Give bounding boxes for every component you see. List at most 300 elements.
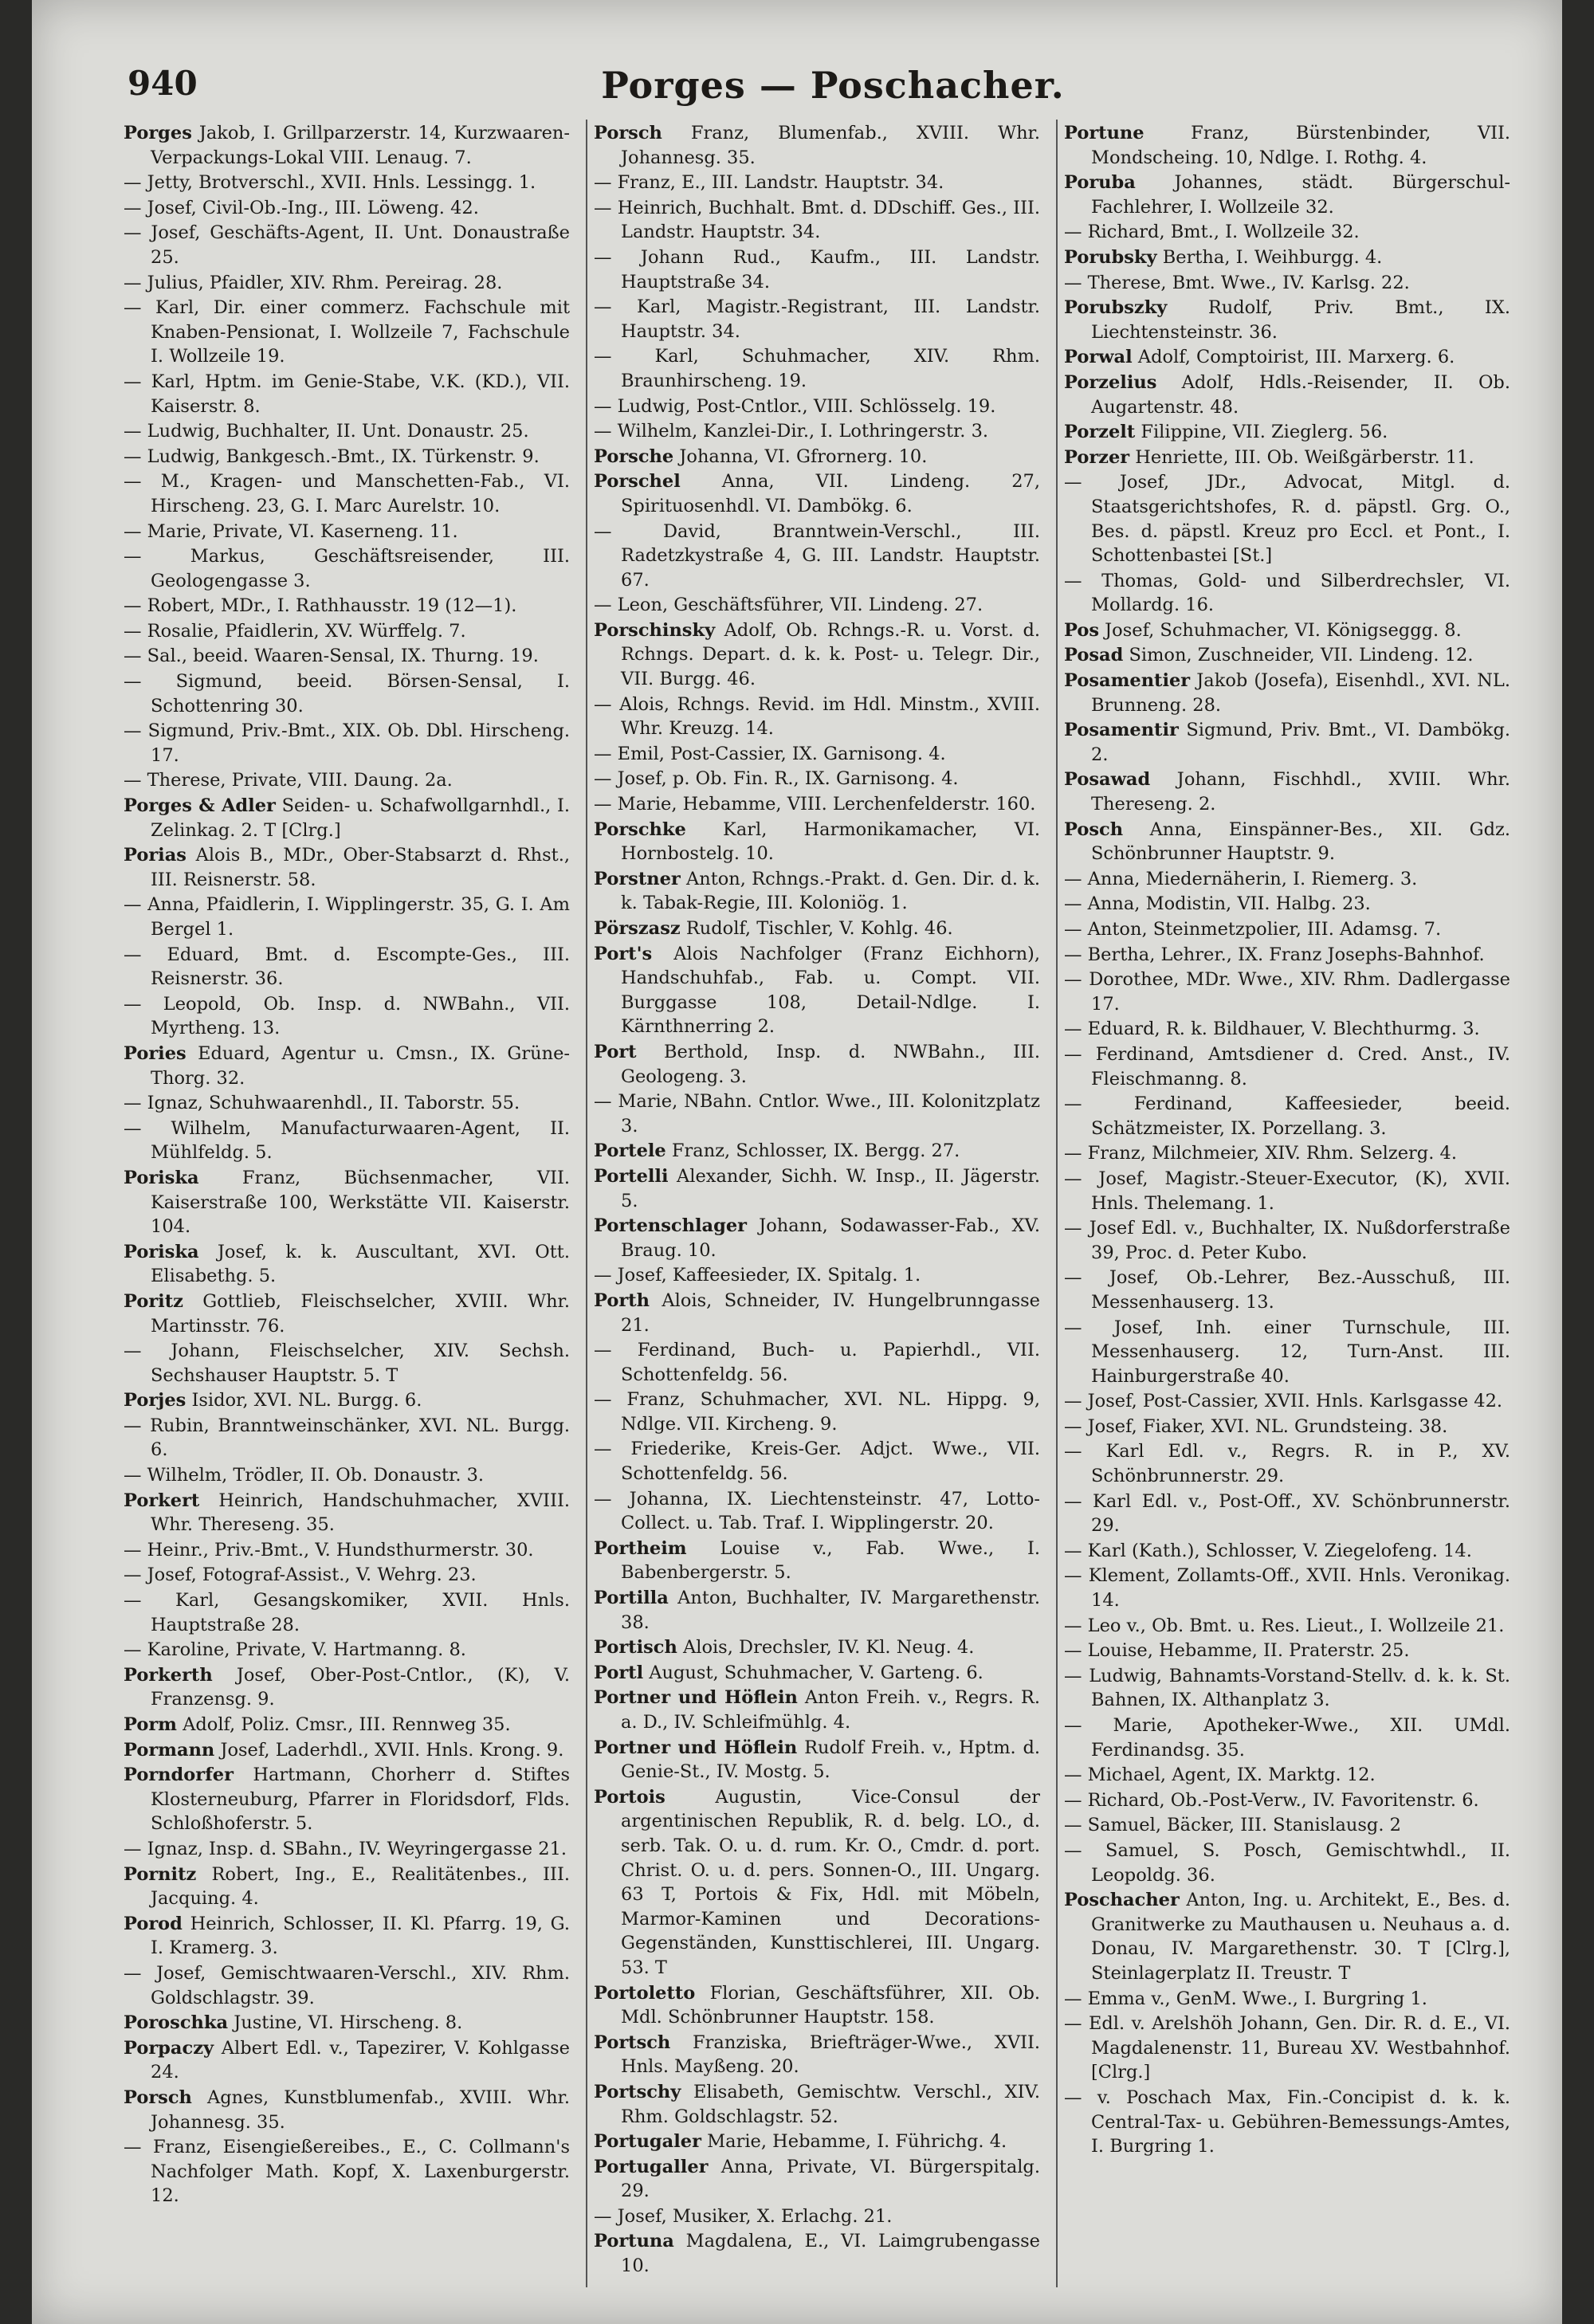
entry-details: — Rubin, Branntweinschänker, XVI. NL. Burgg. 6. [124, 1415, 570, 1461]
entry-details: — Anna, Modistin, VII. Halbg. 23. [1064, 893, 1371, 915]
entry-details: Karl, Harmonikamacher, VI. Hornbostelg. 10. [621, 819, 1040, 865]
entry-details: — Heinr., Priv.-Bmt., V. Hundsthurmerstr. 30. [124, 1539, 534, 1560]
directory-entry [1064, 968, 1510, 1016]
entry-details: Johanna, VI. Gfrornerg. 10. [679, 446, 928, 467]
directory-entry [594, 818, 1040, 866]
directory-entry [594, 2130, 1040, 2154]
directory-entry [1064, 867, 1510, 892]
entry-details: — Anna, Miedernäherin, I. Riemerg. 3. [1064, 868, 1418, 889]
entry-surname: Poruba [1064, 172, 1136, 194]
directory-entry [1064, 1415, 1510, 1439]
directory-entry [124, 943, 570, 991]
directory-entry [124, 2036, 570, 2085]
entry-surname: Portuna [594, 2231, 674, 2252]
entry-details: Johann, Fischhdl., XVIII. Whr. Thereseng. 2. [1091, 769, 1510, 815]
directory-entry [594, 867, 1040, 916]
directory-entry [124, 196, 570, 221]
entry-details: Jakob, I. Grillparzerstr. 14, Kurzwaaren-Verpackungs-Lokal VIII. Lenaug. 7. [151, 123, 570, 168]
entry-details: — Karl Edl. v., Post-Off., XV. Schönbrunnerstr. 29. [1064, 1490, 1510, 1537]
entry-surname: Pormann [124, 1739, 215, 1761]
entry-details: — Marie, Apotheker-Wwe., XII. UMdl. Ferdinandsg. 35. [1064, 1715, 1510, 1761]
entry-details: — Josef, Geschäfts-Agent, II. Unt. Donaustraße 25. [124, 222, 570, 268]
entry-details: Jakob (Josefa), Eisenhdl., XVI. NL. Brunneng. 28. [1091, 670, 1510, 716]
entry-surname: Poritz [124, 1290, 183, 1312]
entry-surname: Portugaler [594, 2131, 701, 2153]
entry-surname: Porkerth [124, 1664, 213, 1686]
entry-details: — Franz, Eisengießereibes., E., C. Collmann's Nachfolger Math. Kopf, X. Laxenburgerstr. 12. [124, 2137, 570, 2207]
directory-entry [594, 1686, 1040, 1734]
directory-entry [594, 1586, 1040, 1635]
directory-entry [1064, 1042, 1510, 1091]
entry-details: — Therese, Private, VIII. Daung. 2a. [124, 770, 453, 791]
entry-details: — Franz, Schuhmacher, XVI. NL. Hippg. 9, Ndlge. VII. Kircheng. 9. [594, 1389, 1040, 1435]
directory-entry [124, 794, 570, 842]
directory-entry [594, 792, 1040, 817]
entry-details: Alois, Schneider, IV. Hungelbrunngasse 21. [621, 1290, 1040, 1336]
directory-entry [1064, 245, 1510, 270]
directory-entry [124, 2135, 570, 2208]
entry-surname: Porsch [594, 123, 662, 143]
entry-surname: Portelli [594, 1165, 669, 1187]
directory-entry [594, 445, 1040, 469]
entry-details: — Anna, Pfaidlerin, I. Wipplingerstr. 35, G. I. Am Bergel 1. [124, 894, 570, 940]
entry-details: Louise v., Fab. Wwe., I. Babenbergerstr. 5. [621, 1537, 1040, 1584]
entry-details: — Marie, Private, VI. Kaserneng. 11. [124, 520, 458, 542]
entry-details: Alois, Drechsler, IV. Kl. Neug. 4. [683, 1637, 975, 1659]
directory-entry [1064, 569, 1510, 618]
directory-entry [124, 893, 570, 941]
directory-entry [124, 1414, 570, 1462]
directory-entry [1064, 767, 1510, 816]
directory-entry [124, 370, 570, 418]
page-title: Porges — Poschacher. [601, 64, 1065, 107]
entry-details: Rudolf Freih. v., Hptm. d. Genie-St., IV. Mostg. 5. [621, 1737, 1040, 1783]
entry-surname: Porod [124, 1913, 183, 1934]
directory-entry [124, 1863, 570, 1911]
entry-surname: Pörszasz [594, 918, 681, 939]
directory-entry [1064, 1167, 1510, 1215]
directory-entry [1064, 1141, 1510, 1166]
directory-entry [1064, 171, 1510, 219]
entry-details: Franziska, Briefträger-Wwe., XVII. Hnls. Mayßeng. 20. [621, 2032, 1040, 2078]
entry-details: — Wilhelm, Kanzlei-Dir., I. Lothringerstr. 3. [594, 421, 989, 442]
entry-surname: Poriska [124, 1241, 199, 1262]
entry-details: Albert Edl. v., Tapezirer, V. Kohlgasse 24. [151, 2037, 570, 2083]
entry-details: Magdalena, E., VI. Laimgrubengasse 10. [621, 2231, 1040, 2277]
entry-surname: Porzelt [1064, 422, 1136, 443]
entry-surname: Portner und Höflein [594, 1687, 798, 1709]
directory-entry [1064, 1017, 1510, 1042]
directory-entry [124, 619, 570, 644]
directory-entry [124, 544, 570, 593]
directory-entry [124, 1663, 570, 1712]
entry-details: Alexander, Sichh. W. Insp., II. Jägerstr. 5. [621, 1165, 1040, 1211]
entry-surname: Portune [1064, 123, 1144, 143]
directory-entry [1064, 271, 1510, 296]
directory-entry [594, 1388, 1040, 1436]
directory-entry [1064, 1389, 1510, 1414]
entry-details: — Richard, Bmt., I. Wollzeile 32. [1064, 222, 1360, 243]
entry-details: — Ferdinand, Buch- u. Papierhdl., VII. Schottenfeldg. 56. [594, 1340, 1040, 1385]
entry-details: — Ignaz, Schuhwaarenhdl., II. Taborstr. 55. [124, 1093, 520, 1114]
directory-entry [124, 296, 570, 369]
entry-surname: Portl [594, 1662, 644, 1683]
entry-details: Franz, Blumenfab., XVIII. Whr. Johannesg. 35. [621, 123, 1040, 168]
entry-details: Josef, Schuhmacher, VI. Königseggg. 8. [1105, 619, 1462, 641]
directory-entry [594, 2080, 1040, 2129]
entry-surname: Posad [1064, 645, 1124, 666]
entry-details: — Karl (Kath.), Schlosser, V. Ziegelofeng. 14. [1064, 1540, 1472, 1561]
directory-entry [124, 1563, 570, 1588]
entry-details: — Karl, Schuhmacher, XIV. Rhm. Braunhirscheng. 19. [594, 346, 1040, 391]
entry-details: — Franz, E., III. Landstr. Hauptstr. 34. [594, 172, 944, 194]
entry-surname: Porsche [594, 446, 674, 467]
directory-entry [594, 2155, 1040, 2204]
entry-surname: Porges & Adler [124, 795, 276, 817]
entry-details: — Leopold, Ob. Insp. d. NWBahn., VII. Myrtheng. 13. [124, 993, 570, 1039]
directory-entry [594, 295, 1040, 343]
directory-entry [1064, 643, 1510, 668]
directory-entry [1064, 1092, 1510, 1140]
entry-surname: Port's [594, 943, 653, 964]
entry-details: Anna, Einspänner-Bes., XII. Gdz. Schönbrunner Hauptstr. 9. [1091, 819, 1510, 865]
entry-details: Heinrich, Schlosser, II. Kl. Pfarrg. 19, G. I. Kramerg. 3. [151, 1913, 570, 1959]
entry-surname: Posamentir [1064, 720, 1179, 741]
entry-details: — Samuel, S. Posch, Gemischtwhdl., II. Leopoldg. 36. [1064, 1839, 1510, 1886]
page-header [128, 64, 1538, 112]
column-1 [124, 121, 570, 2289]
entry-details: Rudolf, Priv. Bmt., IX. Liechtensteinstr. 36. [1091, 297, 1510, 343]
directory-entry [594, 1785, 1040, 1981]
directory-entry [1064, 943, 1510, 968]
entry-details: Florian, Geschäftsführer, XII. Ob. Mdl. Schönbrunner Hauptstr. 158. [621, 1982, 1040, 2028]
entry-details: — Ferdinand, Kaffeesieder, beeid. Schätzmeister, IX. Porzellang. 3. [1064, 1093, 1510, 1139]
directory-entry [124, 1489, 570, 1537]
entry-details: — Robert, MDr., I. Rathhausstr. 19 (12—1). [124, 595, 517, 617]
entry-details: Robert, Ing., E., Realitätenbes., III. Jacquing. 4. [151, 1863, 570, 1910]
directory-entry [1064, 1439, 1510, 1488]
entry-details: — Josef, Fiaker, XVI. NL. Grundsteing. 38. [1064, 1415, 1448, 1437]
entry-details: — Michael, Agent, IX. Marktg. 12. [1064, 1765, 1376, 1786]
directory-entry [1064, 1266, 1510, 1314]
directory-entry [1064, 220, 1510, 245]
entry-details: — Josef, p. Ob. Fin. R., IX. Garnisong. 4. [594, 768, 959, 790]
directory-entry [594, 1635, 1040, 1660]
entry-surname: Porndorfer [124, 1765, 234, 1786]
directory-entry [124, 1912, 570, 1961]
entry-details: Josef, Laderhdl., XVII. Hnls. Krong. 9. [220, 1739, 564, 1761]
directory-entry [594, 1487, 1040, 1536]
entry-surname: Posch [1064, 819, 1124, 840]
entry-details: Hartmann, Chorherr d. Stiftes Klosterneuburg, Pfarrer in Floridsdorf, Flds. Schloßhoferstr. 5. [151, 1765, 570, 1835]
entry-details: — David, Branntwein-Verschl., III. Radetzkystraße 4, G. III. Landstr. Hauptstr. 67. [594, 520, 1040, 591]
directory-entry [124, 520, 570, 544]
directory-entry [124, 1290, 570, 1338]
entry-details: Alois Nachfolger (Franz Eichhorn), Handschuhfab., Fab. u. Compt. VII. Burggasse 108, Detail-Ndlge. I. Kärnthnerring 2. [621, 943, 1040, 1038]
directory-entry [594, 917, 1040, 941]
entry-surname: Poriska [124, 1167, 199, 1188]
directory-entry [124, 2011, 570, 2035]
entry-details: Anton Freih. v., Regrs. R. a. D., IV. Schleifmühlg. 4. [621, 1687, 1040, 1733]
entry-details: — Sigmund, beeid. Börsen-Sensal, I. Schottenring 30. [124, 671, 570, 716]
directory-entry [124, 1042, 570, 1090]
entry-surname: Porpaczy [124, 2037, 214, 2059]
entry-details: — Josef, JDr., Advocat, Mitgl. d. Staatsgerichtshofes, R. d. päpstl. Grg. O., Bes. d. päpstl. Kreuz pro Eccl. et Pont., I. Schottenbastei [St.] [1064, 472, 1510, 567]
entry-surname: Portenschlager [594, 1215, 747, 1237]
directory-entry [594, 742, 1040, 767]
entry-details: Berthold, Insp. d. NWBahn., III. Geologeng. 3. [621, 1041, 1040, 1087]
entry-details: — Wilhelm, Manufacturwaaren-Agent, II. Mühlfeldg. 5. [124, 1117, 570, 1164]
entry-details: Heinrich, Handschuhmacher, XVIII. Whr. Thereseng. 35. [151, 1490, 570, 1536]
entry-details: Anna, VII. Lindeng. 27, Spirituosenhdl. VI. Dambökg. 6. [621, 471, 1040, 516]
directory-entry [124, 992, 570, 1041]
directory-entry [124, 669, 570, 718]
directory-entry [594, 1040, 1040, 1089]
directory-entry [124, 594, 570, 618]
entry-details: Johann, Sodawasser-Fab., XV. Braug. 10. [621, 1215, 1040, 1261]
entry-details: — Jetty, Brotverschl., XVII. Hnls. Lessingg. 1. [124, 172, 536, 194]
entry-details: Adolf, Comptoirist, III. Marxerg. 6. [1137, 347, 1455, 368]
directory-entry [124, 1961, 570, 2010]
entry-surname: Poroschka [124, 2012, 229, 2034]
directory-entry [594, 419, 1040, 444]
directory-entry [124, 121, 570, 170]
entry-details: Filippine, VII. Zieglerg. 56. [1141, 422, 1388, 443]
directory-entry [1064, 718, 1510, 767]
entry-details: Anton, Buchhalter, IV. Margarethenstr. 38. [621, 1588, 1040, 1633]
entry-surname: Porzer [1064, 446, 1130, 468]
entry-details: — Leon, Geschäftsführer, VII. Lindeng. 27. [594, 595, 983, 616]
directory-entry [594, 1289, 1040, 1337]
directory-entry [1064, 1490, 1510, 1538]
entry-surname: Porubszky [1064, 297, 1168, 319]
entry-surname: Porubsky [1064, 246, 1157, 268]
directory-entry [1064, 1664, 1510, 1713]
entry-surname: Portoletto [594, 1982, 696, 2004]
directory-entry [1064, 1639, 1510, 1663]
entry-details: — Emil, Post-Cassier, IX. Garnisong. 4. [594, 743, 946, 764]
entry-details: — Karoline, Private, V. Hartmanng. 8. [124, 1639, 466, 1661]
entry-details: Josef, Ober-Post-Cntlor., (K), V. Franzensg. 9. [151, 1664, 570, 1710]
directory-entry [124, 1738, 570, 1763]
entry-details: Franz, Schlosser, IX. Bergg. 27. [671, 1140, 960, 1162]
entry-details: — Klement, Zollamts-Off., XVII. Hnls. Veronikag. 14. [1064, 1565, 1510, 1611]
entry-details: Franz, Bürstenbinder, VII. Mondscheing. 10, Ndlge. I. Rothg. 4. [1091, 123, 1510, 168]
entry-details: — Markus, Geschäftsreisender, III. Geologengasse 3. [124, 546, 570, 591]
entry-details: Alois B., MDr., Ober-Stabsarzt d. Rhst., III. Reisnerstr. 58. [151, 845, 570, 890]
entry-surname: Port [594, 1041, 637, 1062]
entry-details: August, Schuhmacher, V. Garteng. 6. [649, 1662, 983, 1683]
directory-entry [594, 1263, 1040, 1288]
entry-details: — Ludwig, Buchhalter, II. Unt. Donaustr. 25. [124, 421, 529, 442]
entry-details: — Josef, Musiker, X. Erlachg. 21. [594, 2205, 893, 2227]
entry-surname: Portner und Höflein [594, 1737, 798, 1758]
entry-details: — Josef, Ob.-Lehrer, Bez.-Ausschuß, III. Messenhauserg. 13. [1064, 1267, 1510, 1313]
entry-details: — Anton, Steinmetzpolier, III. Adamsg. 7. [1064, 919, 1442, 940]
directory-entry [1064, 446, 1510, 470]
entry-details: — Marie, NBahn. Cntlor. Wwe., III. Kolonitzplatz 3. [594, 1091, 1040, 1136]
directory-entry [594, 942, 1040, 1039]
entry-surname: Porzelius [1064, 371, 1157, 393]
entry-details: — Leo v., Ob. Bmt. u. Res. Lieut., I. Wollzeile 21. [1064, 1615, 1505, 1636]
entry-details: — Josef, Civil-Ob.-Ing., III. Löweng. 42. [124, 197, 479, 218]
directory-entry [1064, 1888, 1510, 1985]
entry-details: Gottlieb, Fleischselcher, XVIII. Whr. Martinsstr. 76. [151, 1290, 570, 1337]
directory-entry [594, 171, 1040, 195]
entry-surname: Portsch [594, 2032, 671, 2053]
entry-surname: Porschel [594, 471, 681, 493]
entry-details: — Karl Edl. v., Regrs. R. in P., XV. Schönbrunnerstr. 29. [1064, 1441, 1510, 1487]
entry-details: — Friederike, Kreis-Ger. Adjct. Wwe., VII. Schottenfeldg. 56. [594, 1439, 1040, 1485]
directory-entry [1064, 121, 1510, 170]
entry-details: Anna, Private, VI. Bürgerspitalg. 29. [621, 2156, 1040, 2202]
entry-details: — Edl. v. Arelshöh Johann, Gen. Dir. R. d. E., VI. Magdalenenstr. 11, Bureau XV. Westbahnhof. [Clrg.] [1064, 2013, 1510, 2083]
directory-entry [594, 1089, 1040, 1138]
entry-surname: Portugaller [594, 2156, 709, 2177]
page-number: 940 [128, 64, 198, 103]
directory-entry [594, 767, 1040, 791]
entry-details: — Ludwig, Post-Cntlor., VIII. Schlösselg. 19. [594, 395, 996, 417]
directory-entry [124, 644, 570, 669]
directory-entry [594, 593, 1040, 618]
directory-entry [594, 2031, 1040, 2079]
entry-details: — Karl, Hptm. im Genie-Stabe, V.K. (KD.), VII. Kaiserstr. 8. [124, 371, 570, 417]
directory-entry [594, 2204, 1040, 2229]
entry-details: Adolf, Ob. Rchngs.-R. u. Vorst. d. Rchngs. Depart. d. k. k. Post- u. Telegr. Dir., VII. Burgg. 46. [621, 619, 1040, 690]
directory-entry [124, 719, 570, 767]
entry-surname: Porschke [594, 819, 686, 840]
directory-entry [124, 2086, 570, 2134]
entry-surname: Portschy [594, 2081, 681, 2102]
entry-surname: Poschacher [1064, 1890, 1180, 1911]
directory-entry [124, 1117, 570, 1165]
directory-entry [124, 1463, 570, 1488]
entry-surname: Portele [594, 1140, 666, 1162]
entry-surname: Porth [594, 1290, 650, 1311]
directory-entry [594, 1164, 1040, 1213]
entry-details: — Karl, Magistr.-Registrant, III. Landstr. Hauptstr. 34. [594, 296, 1040, 342]
directory-entry [1064, 1539, 1510, 1564]
entry-details: Franz, Büchsenmacher, VII. Kaiserstraße 100, Werkstätte VII. Kaiserstr. 104. [151, 1167, 570, 1238]
entry-details: — Josef, Gemischtwaaren-Verschl., XIV. Rhm. Goldschlagstr. 39. [124, 1962, 570, 2008]
entry-details: Simon, Zuschneider, VII. Lindeng. 12. [1129, 645, 1474, 666]
entry-details: — Josef, Magistr.-Steuer-Executor, (K), XVII. Hnls. Thelemang. 1. [1064, 1168, 1510, 1214]
entry-details: — Rosalie, Pfaidlerin, XV. Würffelg. 7. [124, 620, 466, 642]
entry-details: — Josef, Inh. einer Turnschule, III. Messenhauserg. 12, Turn-Anst. III. Hainburgerstraße 40. [1064, 1317, 1510, 1387]
entry-details: Josef, k. k. Auscultant, XVI. Ott. Elisabethg. 5. [151, 1241, 570, 1287]
entry-details: — Marie, Hebamme, VIII. Lerchenfelderstr. 160. [594, 794, 1036, 815]
directory-entry [124, 1713, 570, 1737]
directory-entry [1064, 2012, 1510, 2085]
entry-details: Elisabeth, Gemischtw. Verschl., XIV. Rhm. Goldschlagstr. 52. [621, 2081, 1040, 2127]
directory-entry [124, 1638, 570, 1663]
entry-details: Isidor, XVI. NL. Burgg. 6. [191, 1390, 422, 1411]
entry-details: Rudolf, Tischler, V. Kohlg. 46. [685, 918, 953, 939]
entry-details: Augustin, Vice-Consul der argentinischen Republik, R. d. belg. LO., d. serb. Tak. O. u. d. rum. Kr. O., Cmdr. d. port. Christ. O. u. d. pers. Sonnen-O., III. Ungarg. 63 T, Portois & Fix, Hdl. mit Möbeln, Marmor-Kaminen und Decorations-Gegenständen, Kunsttischlerei, III. Ungarg. 53. T [621, 1786, 1040, 1978]
directory-entry [1064, 1614, 1510, 1639]
directory-entry [594, 1981, 1040, 2030]
entry-details: — v. Poschach Max, Fin.-Concipist d. k. k. Central-Tax- u. Gebühren-Bemessungs-Amtes, I. Burgring 1. [1064, 2086, 1510, 2157]
entry-surname: Portisch [594, 1637, 677, 1659]
directory-entry [124, 469, 570, 518]
directory-entry [124, 843, 570, 892]
directory-entry [124, 419, 570, 444]
entry-surname: Pornitz [124, 1863, 197, 1885]
directory-entry [124, 1091, 570, 1116]
entry-surname: Portheim [594, 1537, 687, 1559]
directory-entry [124, 1837, 570, 1862]
entry-details: Sigmund, Priv. Bmt., VI. Dambökg. 2. [1091, 720, 1510, 765]
directory-entry [594, 693, 1040, 741]
directory-entry [594, 1338, 1040, 1387]
directory-entry [594, 1139, 1040, 1164]
directory-entry [1064, 892, 1510, 917]
entry-surname: Portilla [594, 1588, 669, 1609]
directory-entry [1064, 1564, 1510, 1612]
directory-entry [124, 1339, 570, 1388]
entry-details: Anton, Rchngs.-Prakt. d. Gen. Dir. d. k. k. Tabak-Regie, III. Koloniög. 1. [621, 868, 1040, 914]
entry-details: — Franz, Milchmeier, XIV. Rhm. Selzerg. 4. [1064, 1143, 1457, 1164]
directory-entry [1064, 1216, 1510, 1265]
entry-surname: Porges [124, 123, 192, 143]
column-divider [1056, 120, 1058, 2287]
directory-entry [124, 768, 570, 793]
entry-surname: Posawad [1064, 769, 1151, 791]
directory-entry [124, 1388, 570, 1413]
column-2 [594, 121, 1040, 2289]
directory-entry [594, 245, 1040, 294]
directory-entry [594, 121, 1040, 170]
entry-details: Marie, Hebamme, I. Führichg. 4. [707, 2131, 1007, 2153]
directory-entry [594, 1537, 1040, 1585]
entry-details: — Ludwig, Bahnamts-Vorstand-Stellv. d. k. k. St. Bahnen, IX. Althanplatz 3. [1064, 1665, 1510, 1711]
entry-surname: Pories [124, 1042, 186, 1064]
entry-details: Eduard, Agentur u. Cmsn., IX. Grüne-Thorg. 32. [151, 1042, 570, 1089]
entry-details: Justine, VI. Hirscheng. 8. [234, 2012, 463, 2034]
directory-entry [594, 1661, 1040, 1686]
entry-details: — M., Kragen- und Manschetten-Fab., VI. Hirscheng. 23, G. I. Marc Aurelstr. 10. [124, 471, 570, 516]
entry-details: Seiden- u. Schafwollgarnhdl., I. Zelinkag. 2. T [Clrg.] [151, 795, 570, 841]
entry-details: Bertha, I. Weihburgg. 4. [1162, 246, 1383, 268]
directory-page [32, 0, 1562, 2324]
directory-entry [124, 1588, 570, 1637]
entry-details: — Karl, Gesangskomiker, XVII. Hnls. Hauptstraße 28. [124, 1590, 570, 1635]
directory-entry [594, 395, 1040, 419]
entry-surname: Pos [1064, 619, 1099, 641]
entry-details: — Eduard, Bmt. d. Escompte-Ges., III. Reisnerstr. 36. [124, 944, 570, 990]
entry-surname: Porsch [124, 2086, 192, 2108]
directory-entry [124, 221, 570, 269]
entry-surname: Porkert [124, 1490, 200, 1511]
directory-entry [594, 344, 1040, 393]
directory-entry [1064, 618, 1510, 643]
directory-entry [124, 1240, 570, 1289]
column-3 [1064, 121, 1510, 2289]
directory-entry [1064, 420, 1510, 445]
directory-entry [594, 618, 1040, 692]
directory-entry [1064, 1839, 1510, 1887]
entry-details: — Karl, Dir. einer commerz. Fachschule mit Knaben-Pensionat, I. Wollzeile 7, Fachschule I. Wollzeile 19. [124, 297, 570, 367]
directory-entry [1064, 345, 1510, 370]
directory-entry [124, 1763, 570, 1836]
entry-details: — Ignaz, Insp. d. SBahn., IV. Weyringergasse 21. [124, 1838, 567, 1859]
directory-entry [594, 1437, 1040, 1486]
entry-details: — Josef, Fotograf-Assist., V. Wehrg. 23. [124, 1564, 477, 1586]
entry-surname: Porm [124, 1714, 177, 1735]
directory-entry [1064, 1714, 1510, 1762]
directory-entry [124, 271, 570, 296]
entry-details: — Emma v., GenM. Wwe., I. Burgring 1. [1064, 1988, 1427, 2009]
